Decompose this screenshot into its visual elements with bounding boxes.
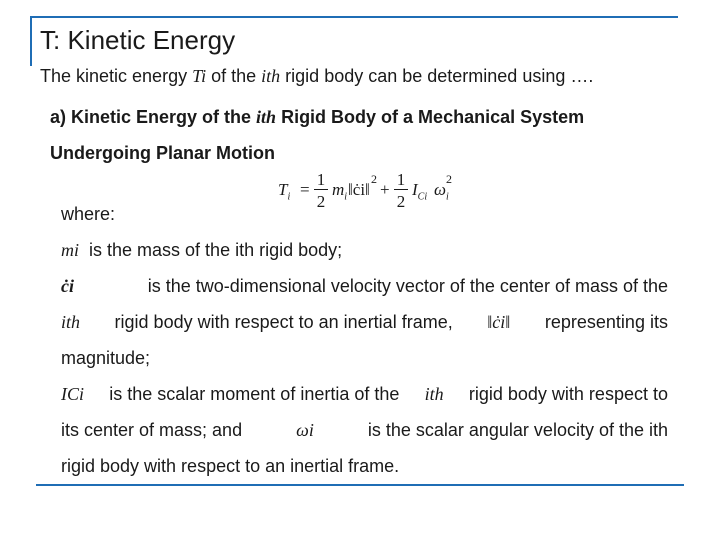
omega-symbol: ωi xyxy=(296,420,314,440)
formula-equals: = xyxy=(300,180,310,199)
velocity-cont-text-2: representing its xyxy=(544,312,668,332)
mass-text: is the mass of the ith rigid body; xyxy=(89,240,343,260)
slide-title: T: Kinetic Energy xyxy=(40,25,236,55)
angular-text-2: is the scalar angular velocity of the ith xyxy=(367,420,668,440)
formula-inertia xyxy=(412,180,427,202)
formula-inertia-sub: Ci xyxy=(417,191,428,203)
heading-pre: a) Kinetic Energy of the xyxy=(50,107,257,127)
formula-exponent-1: 2 xyxy=(371,172,377,186)
velocity-definition xyxy=(61,276,668,297)
inertia-symbol: ICi xyxy=(61,384,85,404)
formula-mass-symbol: m xyxy=(332,180,345,199)
heading-ith: ith xyxy=(256,107,277,127)
inertia-ith: ith xyxy=(424,384,444,404)
intro-pre: The kinetic energy xyxy=(40,66,193,86)
velocity-ith: ith xyxy=(61,312,81,332)
intro-ith: ith xyxy=(261,66,281,86)
fraction-2-num: 1 xyxy=(396,170,406,189)
velocity-symbol: ċi xyxy=(61,276,74,296)
velocity-norm: ‖ċi‖ xyxy=(487,312,511,332)
frame-bottom-rule xyxy=(36,484,684,486)
formula-velocity-norm: ‖ċi‖ xyxy=(348,180,370,199)
angular-text-1: its center of mass; and xyxy=(61,420,243,440)
heading-post: Rigid Body of a Mechanical System xyxy=(276,107,585,127)
mass-symbol: mi xyxy=(61,240,79,260)
fraction-2-den: 2 xyxy=(396,192,406,211)
inertia-text-2: rigid body with respect to xyxy=(468,384,668,404)
frame-left-rule xyxy=(30,16,32,66)
angular-velocity-definition xyxy=(61,420,668,441)
velocity-definition-cont xyxy=(61,312,668,333)
inertia-text-1: is the scalar moment of inertia of the xyxy=(109,384,400,404)
inertial-frame-line: rigid body with respect to an inertial frame. xyxy=(61,456,400,476)
formula-exponent-2: 2 xyxy=(446,172,452,186)
formula-inertia-symbol: I xyxy=(412,180,418,199)
formula-mass xyxy=(332,180,347,202)
fraction-1-bar xyxy=(314,189,328,190)
velocity-cont-text-1: rigid body with respect to an inertial frame, xyxy=(114,312,453,332)
formula-mass-sub: i xyxy=(344,191,348,203)
formula-lhs xyxy=(278,180,290,202)
mass-definition xyxy=(61,240,342,261)
formula-omega-symbol: ω xyxy=(434,180,447,199)
fraction-1-num: 1 xyxy=(316,170,326,189)
formula-lhs-sub: i xyxy=(287,191,291,203)
magnitude-line: magnitude; xyxy=(61,348,151,368)
section-heading-line2: Undergoing Planar Motion xyxy=(50,143,275,163)
fraction-2-bar xyxy=(394,189,408,190)
fraction-1-den: 2 xyxy=(316,192,326,211)
velocity-text: is the two-dimensional velocity vector of the center of mass of the xyxy=(147,276,668,296)
intro-mid: of the xyxy=(206,66,262,86)
intro-symbol: Ti xyxy=(192,66,207,86)
formula-lhs-symbol: T xyxy=(278,180,288,199)
intro-post: rigid body can be determined using …. xyxy=(280,66,594,86)
section-heading xyxy=(50,107,584,128)
inertia-definition xyxy=(61,384,668,405)
intro-line xyxy=(40,66,593,87)
formula-omega-sub: i xyxy=(446,191,449,203)
formula-plus: + xyxy=(380,180,390,199)
where-label: where: xyxy=(61,204,116,224)
frame-top-rule xyxy=(30,16,678,18)
